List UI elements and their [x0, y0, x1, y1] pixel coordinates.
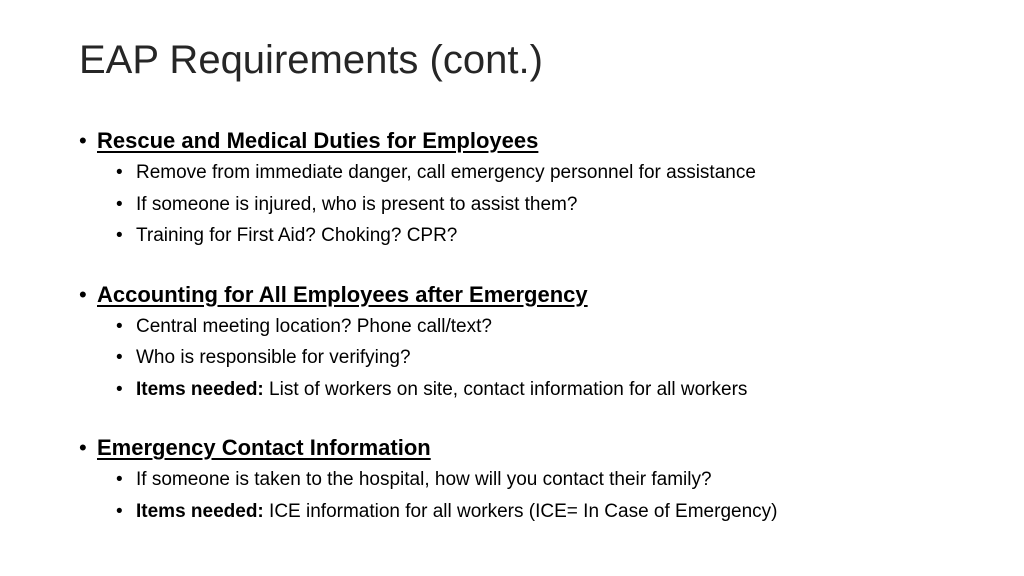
bullet-icon: • [116, 225, 123, 246]
sub-bullet-item [79, 189, 979, 221]
bullet-icon: • [116, 193, 123, 215]
section-heading-row [79, 126, 979, 156]
bullet-icon: • [116, 469, 123, 490]
sub-bullet-list [79, 311, 979, 406]
bullet-icon: • [116, 162, 123, 183]
item-prefix: Items needed: [136, 500, 264, 522]
section-emergency-contact [79, 433, 979, 527]
item-text: Central meeting location? Phone call/text? [136, 315, 492, 337]
sub-bullet-item [79, 464, 979, 496]
sub-bullet-list [79, 464, 979, 527]
bullet-icon: • [116, 315, 123, 337]
bullet-icon: • [116, 347, 123, 368]
bullet-icon: • [79, 435, 87, 460]
sub-bullet-item [79, 342, 979, 374]
section-heading-row [79, 433, 979, 463]
bullet-icon: • [79, 128, 87, 153]
item-text: Remove from immediate danger, call emergency personnel for assistance [136, 162, 756, 183]
section-heading: Emergency Contact Information [97, 435, 431, 460]
sub-bullet-item [79, 220, 979, 252]
bullet-icon: • [116, 378, 123, 400]
sub-bullet-item [79, 374, 979, 406]
bullet-icon: • [79, 281, 87, 307]
slide-content [79, 126, 979, 527]
section-heading: Accounting for All Employees after Emergency [97, 281, 588, 307]
item-text: Training for First Aid? Choking? CPR? [136, 225, 458, 246]
section-heading-row [79, 280, 979, 310]
sub-bullet-item [79, 157, 979, 189]
item-text: If someone is taken to the hospital, how will you contact their family? [136, 469, 712, 490]
sub-bullet-item [79, 311, 979, 343]
sub-bullet-list [79, 157, 979, 252]
item-text: List of workers on site, contact information for all workers [263, 378, 748, 400]
slide-title: EAP Requirements (cont.) [79, 38, 543, 82]
item-prefix: Items needed: [136, 378, 264, 400]
section-rescue-medical [79, 126, 979, 252]
section-accounting-employees [79, 280, 979, 406]
item-text: If someone is injured, who is present to assist them? [136, 193, 578, 215]
item-text: Who is responsible for verifying? [136, 347, 411, 368]
bullet-icon: • [116, 500, 123, 522]
sub-bullet-item [79, 496, 979, 528]
item-text: ICE information for all workers (ICE= In Case of Emergency) [263, 500, 778, 522]
section-heading: Rescue and Medical Duties for Employees [97, 128, 539, 153]
